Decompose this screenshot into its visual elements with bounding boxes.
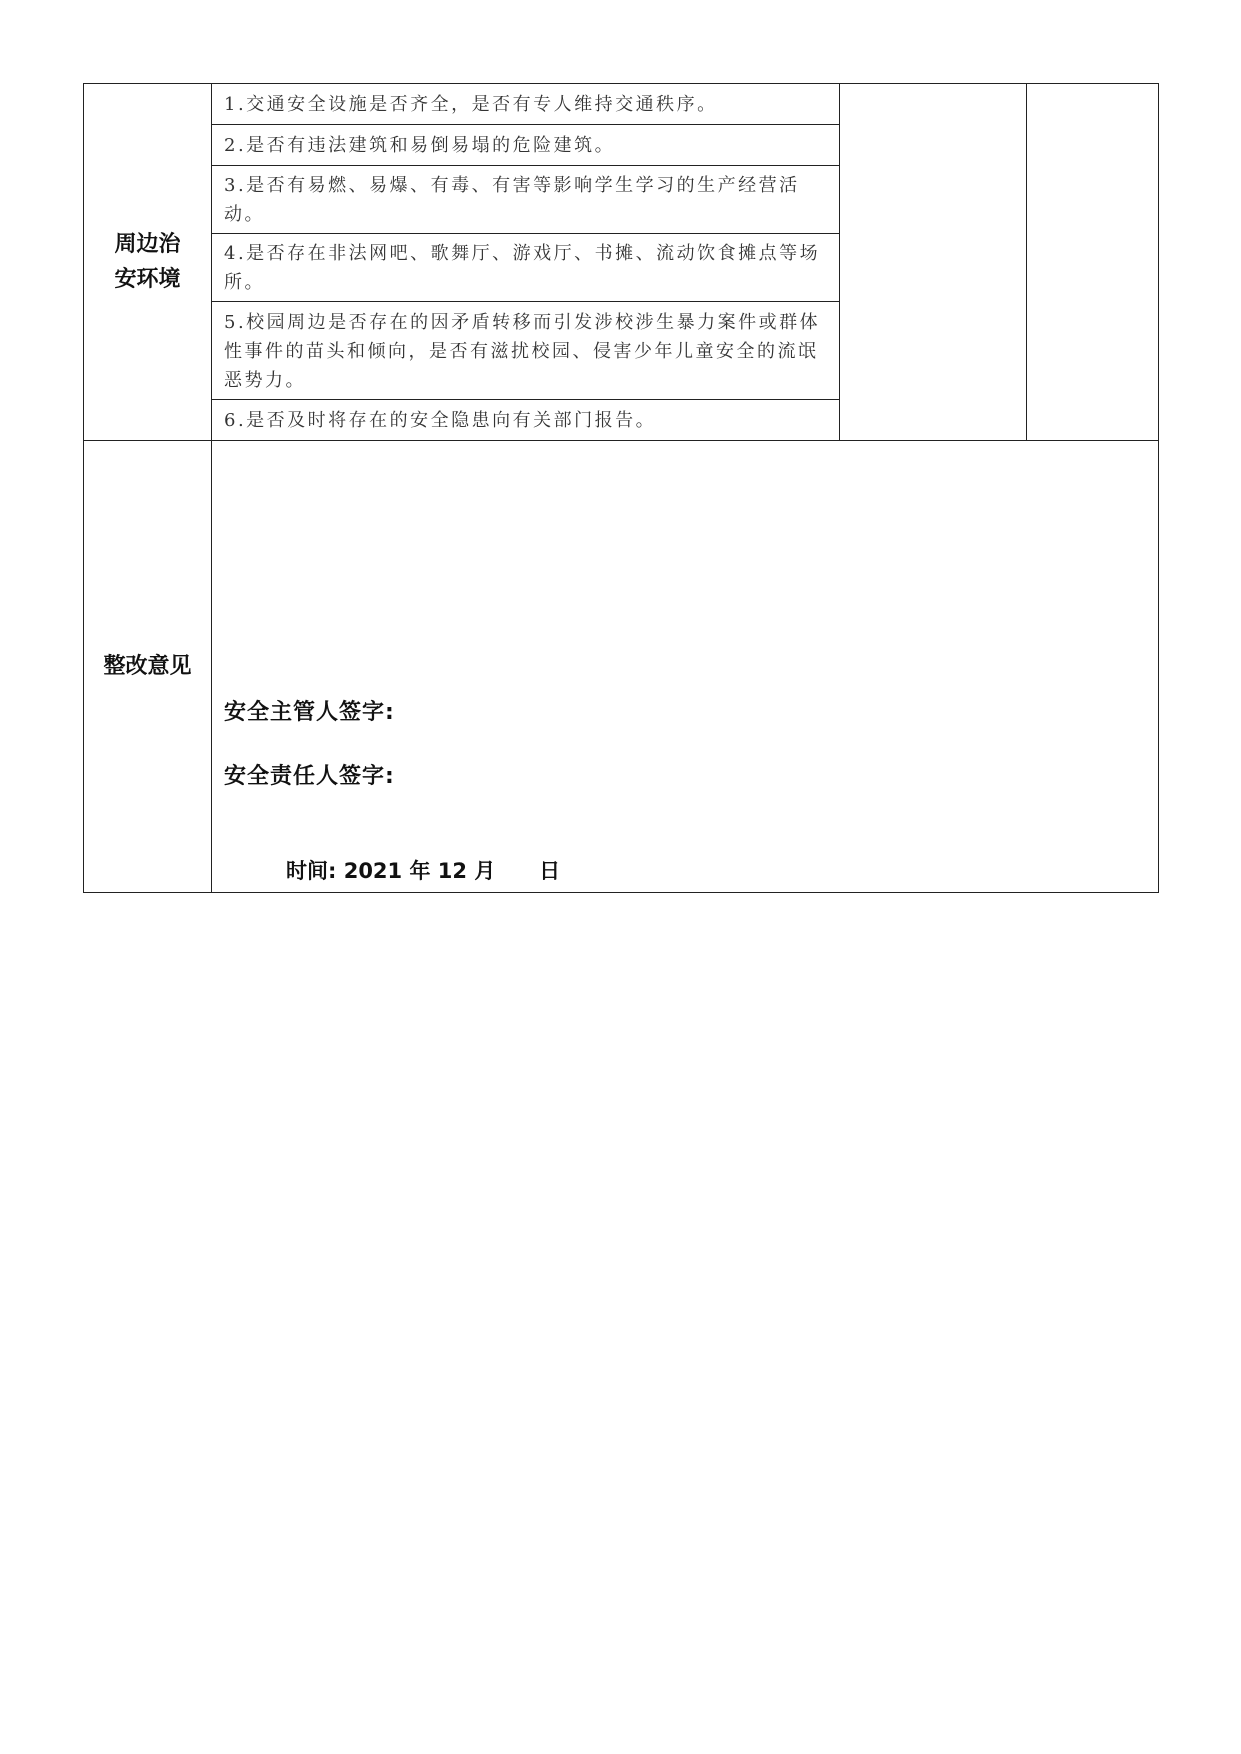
inspection-form-table [83, 83, 1159, 893]
check-result-cell[interactable] [840, 84, 1027, 441]
remarks-cell[interactable] [1027, 84, 1159, 441]
env-item-2: 2.是否有违法建筑和易倒易塌的危险建筑。 [212, 125, 840, 166]
date-line: 时间: 2021 年 12 月 日 [286, 859, 561, 883]
env-item-3: 3.是否有易燃、易爆、有毒、有害等影响学生学习的生产经营活动。 [212, 166, 840, 234]
rectification-category-cell [84, 441, 212, 893]
responsible-signature-label: 安全责任人签字: [224, 764, 395, 789]
rectification-row [84, 441, 1159, 893]
env-category-cell [84, 84, 212, 441]
env-item-4: 4.是否存在非法网吧、歌舞厅、游戏厅、书摊、流动饮食摊点等场所。 [212, 234, 840, 302]
env-item-1: 1.交通安全设施是否齐全，是否有专人维持交通秩序。 [212, 84, 840, 125]
env-item-5: 5.校园周边是否存在的因矛盾转移而引发涉校涉生暴力案件或群体性事件的苗头和倾向，是否有滋扰校园、侵害少年儿童安全的流氓恶势力。 [212, 302, 840, 400]
env-item-6: 6.是否及时将存在的安全隐患向有关部门报告。 [212, 400, 840, 441]
env-category-label: 周边治安环境 [114, 232, 181, 292]
env-item-row-1 [84, 84, 1159, 125]
rectification-category-label: 整改意见 [103, 654, 192, 679]
supervisor-signature-label: 安全主管人签字: [224, 700, 395, 725]
rectification-opinion-cell[interactable] [212, 441, 1159, 893]
